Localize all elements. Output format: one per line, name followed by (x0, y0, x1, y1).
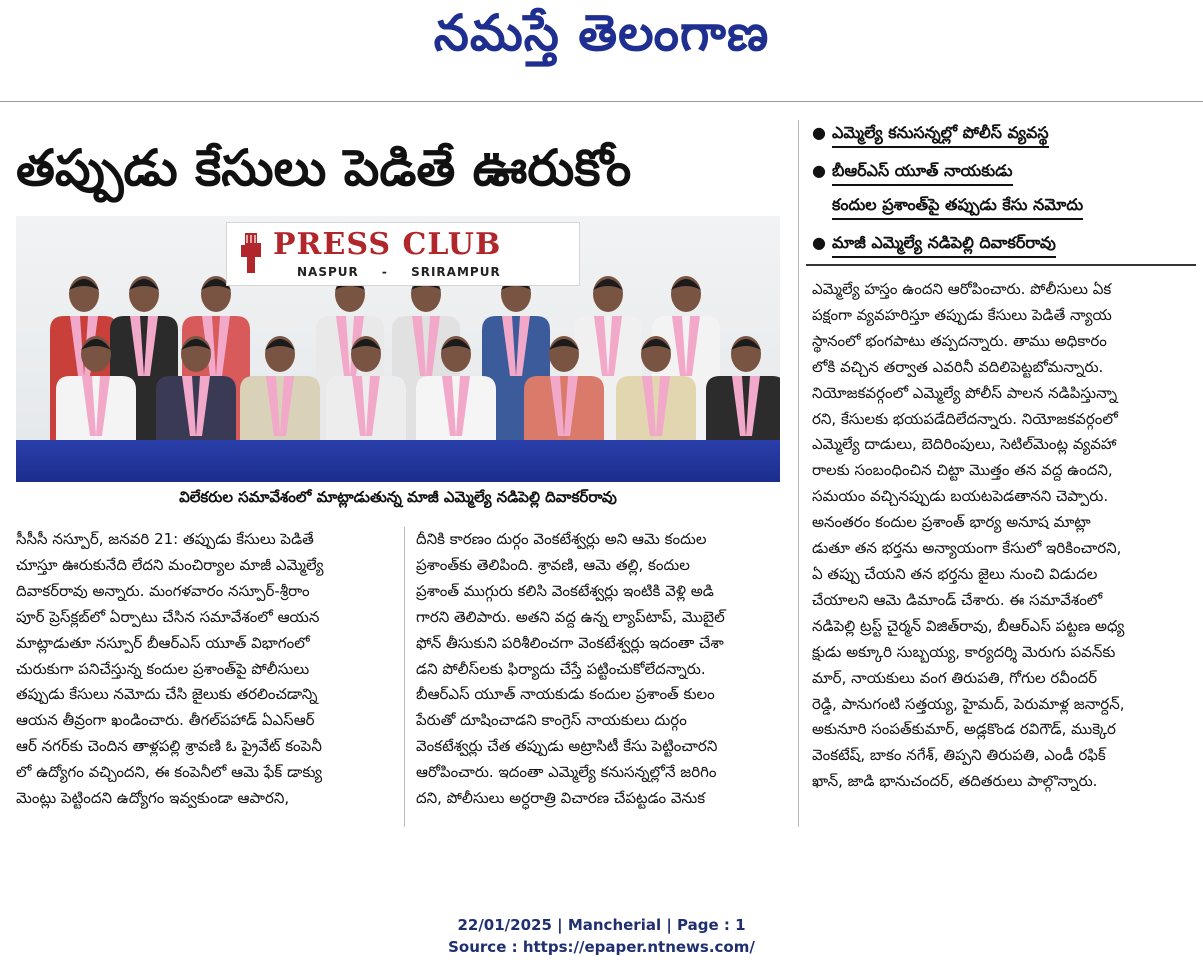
article-text-line: లోకి వచ్చిన తర్వాత ఎవరినీ వదిలిపెట్టబోమన్నారు. (812, 357, 1104, 376)
column-divider (798, 120, 799, 827)
article-text-line: రెడ్డి, పానుగంటి సత్తయ్య, హైమద్, పెరుమాళ్ల జనార్దన్, (812, 694, 1125, 713)
article-text-line: క్షుడు అక్కూరి సుబ్బయ్య, కార్యదర్శి మెరుగు పవన్‌కు (812, 642, 1116, 661)
article-text-line: పక్షంగా వ్యవహరిస్తూ తప్పుడు కేసులు పెడితే న్యాయ (812, 305, 1112, 324)
photo-caption: విలేకరుల సమావేశంలో మాట్లాడుతున్న మాజీ ఎమ్మెల్యే నడిపెల్లి దివాకర్‌రావు (179, 488, 617, 506)
article-text-line: వెంకటేష్, బాకం నగేశ్, తిప్పని తిరుపతి, ఎండీ రఫిక్ (812, 746, 1106, 765)
article-text-line: మెంట్లు పెట్టిందని ఉద్యోగం ఇవ్వకుండా ఆపారని, (16, 789, 290, 808)
masthead (0, 0, 1203, 102)
article-text-line: తప్పుడు కేసులు నమోదు చేసి జైలుకు తరలించడాన్ని (16, 685, 318, 704)
table-cloth (16, 440, 780, 482)
article-photo (16, 216, 780, 482)
article-text-line: అకునూరి సంపత్‌కుమార్, అడ్లకొండ రవిగౌడ్, ముక్కెర (812, 720, 1116, 739)
article-text-line: ఎమ్మెల్యే హస్తం ఉందని ఆరోపించారు. పోలీసులు ఏక (812, 280, 1112, 298)
article-headline: తప్పుడు కేసులు పెడితే ఊరుకోం (16, 139, 632, 197)
article-text-line: ఆరోపించారు. ఇదంతా ఎమ్మెల్యే కనుసన్నల్లోనే జరిగిం (416, 763, 717, 782)
article-text-line: ఎమ్మెల్యే దాడులు, బెదిరింపులు, సెటిల్‌మెంట్ల వ్యవహా (812, 435, 1117, 454)
article-text-line: దివాకర్‌రావు అన్నారు. మంగళవారం నస్పూర్-శ్రీరాం (16, 581, 310, 600)
footer-source: Source : https://epaper.ntnews.com/ (448, 938, 755, 956)
highlight-line: బీఆర్‌ఎస్ యూత్ నాయకుడు (832, 158, 1013, 186)
article-text-line: సమయం వచ్చినప్పుడు బయటపెడతానని చెప్పారు. (812, 487, 1109, 506)
article-text-line: ఆర్ నగర్‌కు చెందిన తాళ్లపల్లి శ్రావణి ఓ ప్రైవేట్ కంపెనీ (16, 737, 322, 756)
article-text-line: నడిపెల్లి ట్రస్ట్ చైర్మన్ విజిత్‌రావు, బీఆర్‌ఎస్ పట్టణ అధ్య (812, 616, 1125, 635)
page-footer (0, 914, 1203, 958)
press-club-banner (226, 222, 580, 286)
highlight-line: ఎమ్మెల్యే కనుసన్నల్లో పోలీస్ వ్యవస్థ (832, 120, 1049, 148)
highlight-item (812, 120, 1192, 148)
article-text-line: స్థానంలో భంగపాటు తప్పదన్నారు. తాము అధికారం (812, 331, 1107, 350)
article-text-line: నియోజకవర్గంలో ఎమ్మెల్యే పోలీస్ పాలన నడిపిస్తున్నా (812, 383, 1118, 402)
banner-title: PRESS CLUB (273, 227, 502, 262)
article-column-3 (812, 277, 1192, 795)
article-text-line: పూర్ ప్రెస్‌క్లబ్‌లో ఏర్పాటు చేసిన సమావేశంలో ఆయన (16, 607, 320, 626)
article-text-line: అనంతరం కందుల ప్రశాంత్ భార్య అనూష మాట్లా (812, 513, 1091, 532)
article-text-line: దని, పోలీసులు అర్ధరాత్రి విచారణ చేపట్టడం వెనుక (416, 789, 706, 808)
article-text-line: డని పోలీస్‌లకు ఫిర్యాదు చేస్తే పట్టించుకోలేదన్నారు. (416, 659, 706, 678)
article-column-1 (16, 527, 392, 812)
bullet-icon: ● (812, 123, 826, 142)
article-text-line: ఏ తప్పు చేయని తన భర్తను జైలు నుంచి విడుదల (812, 564, 1098, 583)
article-text-line: సీసీసీ నస్పూర్, జనవరి 21: తప్పుడు కేసులు పెడితే (16, 530, 314, 548)
footer-edition: 22/01/2025 | Mancherial | Page : 1 (457, 916, 746, 934)
article-text-line: లో ఉద్యోగం వచ్చిందని, ఈ కంపెనీలో ఆమె ఫేక్ డాక్యు (16, 763, 323, 782)
banner-subtitle: NASPUR - SRIRAMPUR (297, 265, 501, 279)
article-text-line: ఫోన్ తీసుకుని పరిశీలించగా వెంకటేశ్వర్లు ఇదంతా చేశా (416, 633, 724, 652)
highlights-box (812, 120, 1192, 268)
article-text-line: మార్, నాయకులు వంగ తిరుపతి, గోగుల రవీందర్ (812, 668, 1098, 687)
article-text-line: చేయాలని ఆమె డిమాండ్ చేశారు. ఈ సమావేశంలో (812, 590, 1103, 609)
highlight-line: కందుల ప్రశాంత్‌పై తప్పుడు కేసు నమోదు (832, 192, 1083, 220)
bullet-icon: ● (812, 233, 826, 252)
article-text-line: బీఆర్‌ఎస్ యూత్ నాయకుడు కందుల ప్రశాంత్ కులం (416, 685, 715, 704)
article-text-line: ఆయన తీవ్రంగా ఖండించారు. తీగల్‌పహాడ్ ఏఎస్‌ఆర్ (16, 711, 315, 730)
article-text-line: డుతూ తన భర్తను అన్యాయంగా కేసులో ఇరికించారని, (812, 539, 1122, 558)
highlight-item (812, 158, 1192, 220)
article-text-line: పేరుతో దూషించాడని కాంగ్రెస్ నాయకులు దుర్గం (416, 711, 687, 730)
article-text-line: చురుకుగా పనిచేస్తున్న కందుల ప్రశాంత్‌పై పోలీసులు (16, 659, 310, 678)
article-text-line: వెంకటేశ్వర్లు చేత తప్పుడు అట్రాసిటీ కేసు పెట్టించారని (416, 737, 718, 756)
article-text-line: చూస్తూ ఊరుకునేది లేదని మంచిర్యాల మాజీ ఎమ్మెల్యే (16, 555, 324, 574)
highlight-line: మాజీ ఎమ్మెల్యే నడిపెల్లి దివాకర్‌రావు (832, 230, 1056, 258)
highlights-divider (806, 264, 1196, 266)
article-text-line: ప్రశాంత్ ముగ్గురు కలిసి వెంకటేశ్వర్లు ఇంటికి వెళ్లి అడి (416, 581, 714, 600)
article-text-line: ఖాన్, జాడి భానుచందర్, తదితరులు పాల్గొన్నారు. (812, 772, 1098, 791)
newspaper-logo: నమస్తే తెలంగాణ (433, 4, 770, 62)
highlight-item (812, 230, 1192, 258)
article-text-line: మాట్లాడుతూ నస్పూర్ బీఆర్‌ఎస్ యూత్ విభాగంలో (16, 633, 310, 652)
article-column-2 (416, 527, 786, 812)
bullet-icon: ● (812, 161, 826, 180)
article-text-line: ప్రశాంత్‌కు తెలిపింది. శ్రావణి, ఆమె తల్లి, కందుల (416, 555, 690, 574)
article-text-line: రాలకు సంబంధించిన చిట్టా మొత్తం తన వద్ద ఉందని, (812, 461, 1113, 480)
column-divider (404, 527, 405, 827)
fist-icon (239, 231, 263, 275)
article-text-line: దీనికి కారణం దుర్గం వెంకటేశ్వర్లు అని ఆమె కందుల (416, 530, 707, 548)
article-text-line: గారని తెలిపారు. అతని వద్ద ఉన్న ల్యాప్‌టాప్, మొబైల్ (416, 607, 725, 626)
masthead-divider (0, 101, 1203, 102)
article-text-line: రని, కేసులకు భయపడేదిలేదన్నారు. నియోజకవర్గంలో (812, 409, 1118, 428)
